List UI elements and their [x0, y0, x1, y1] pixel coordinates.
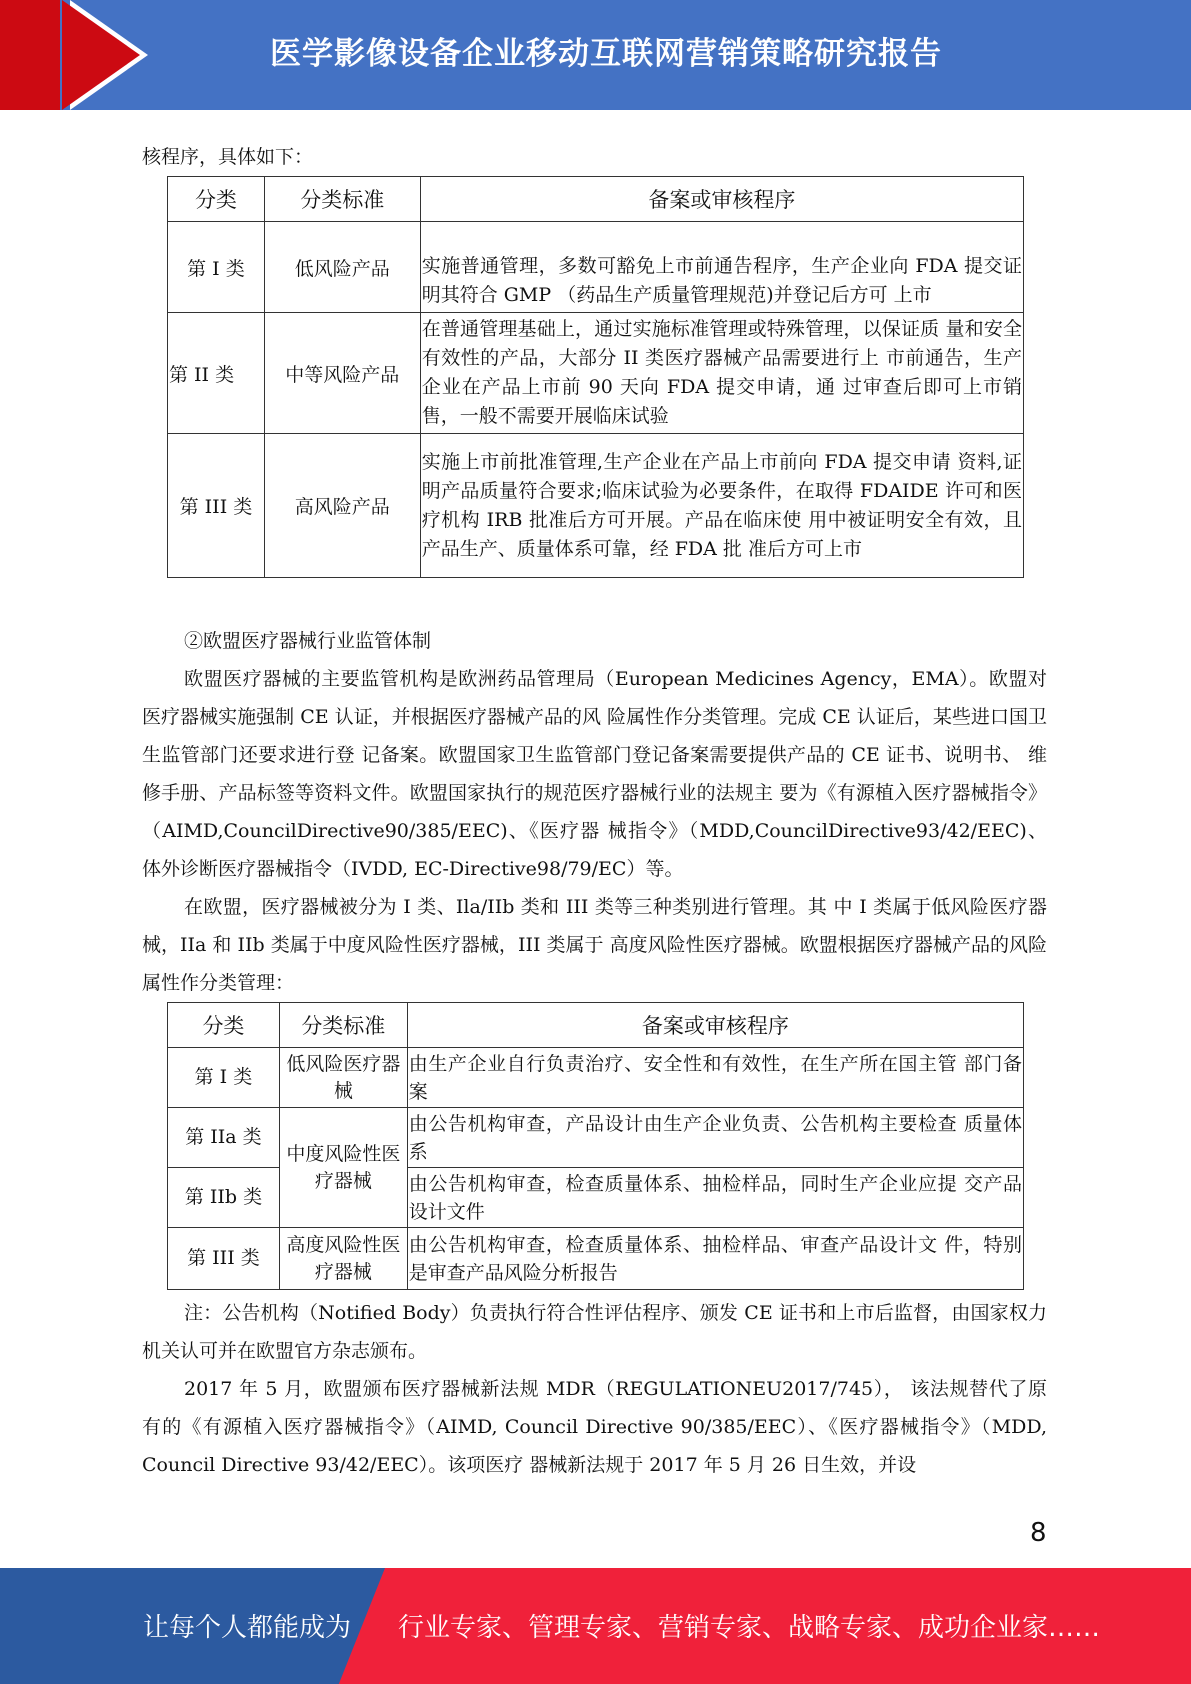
intro-line: 核程序，具体如下：	[142, 146, 314, 168]
report-title: 医学影像设备企业移动互联网营销策略研究报告	[270, 36, 942, 72]
procedure-cell: 由生产企业自行负责治疗、安全性和有效性，在生产所在国主管 部门备案	[407, 1048, 1023, 1108]
standard-cell: 中度风险性医疗器械	[279, 1108, 407, 1228]
paragraph: 在欧盟，医疗器械被分为 I 类、Ila/IIb 类和 III 类等三种类别进行管理。其 中 I 类属于低风险医疗器械，IIa 和 IIb 类属于中度风险性医疗器械，III 类属于 高度风险性医疗器械。欧盟根据医疗器械产品的风险属性作分类管理：	[142, 896, 1047, 994]
procedure-cell: 在普通管理基础上，通过实施标准管理或特殊管理，以保证质 量和安全有效性的产品，大部分 II 类医疗器械产品需要进行上 市前通告，生产企业在产品上市前 90 天向 FDA 提交申请，通 过审查后即可上市销售，一般不需要开展临床试验	[420, 313, 1023, 434]
table-header-cell: 分类	[168, 1003, 280, 1048]
table-header-row	[168, 177, 1024, 222]
page-footer	[0, 1568, 1191, 1684]
table-header-cell: 备案或审核程序	[420, 177, 1023, 222]
us-classification-table	[167, 176, 1024, 578]
procedure-cell: 由公告机构审查，检查质量体系、抽检样品、审查产品设计文 件，特别是审查产品风险分析报告	[407, 1228, 1023, 1290]
category-cell: 第 III 类	[168, 1228, 280, 1290]
table-header-cell: 分类标准	[279, 1003, 407, 1048]
footer-slogan-left: 让每个人都能成为	[143, 1613, 352, 1643]
category-cell: 第 I 类	[168, 1048, 280, 1108]
header-chevron-red	[62, 0, 140, 110]
page-header	[0, 0, 1191, 110]
category-cell: 第 IIb 类	[168, 1168, 280, 1228]
table-row	[168, 1108, 1024, 1168]
category-cell: 第 I 类	[168, 222, 265, 313]
category-cell: 第 II 类	[168, 313, 265, 434]
table-header-cell: 备案或审核程序	[407, 1003, 1023, 1048]
table-row	[168, 1228, 1024, 1290]
footer-slogan-right: 行业专家、管理专家、营销专家、战略专家、成功企业家……	[398, 1613, 1101, 1643]
paragraph: 2017 年 5 月，欧盟颁布医疗器械新法规 MDR（REGULATIONEU2017/745）， 该法规替代了原有的《有源植入医疗器械指令》（AIMD, Council Directive 90/385/EEC）、《医疗器械指令》（MDD, Council Directive 93/42/EEC）。该项医疗 器械新法规于 2017 年 5 月 26 日生效，并设	[142, 1378, 1047, 1476]
section-heading: ②欧盟医疗器械行业监管体制	[184, 630, 432, 652]
standard-cell: 低风险医疗器械	[279, 1048, 407, 1108]
note-paragraph: 注：公告机构（Notified Body）负责执行符合性评估程序、颁发 CE 证书和上市后监督，由国家权力机关认可并在欧盟官方杂志颁布。	[142, 1302, 1047, 1362]
procedure-cell: 由公告机构审查，检查质量体系、抽检样品，同时生产企业应提 交产品设计文件	[407, 1168, 1023, 1228]
paragraph: 欧盟医疗器械的主要监管机构是欧洲药品管理局（European Medicines Agency，EMA）。欧盟对医疗器械实施强制 CE 认证，并根据医疗器械产品的风 险属性作分类管理。完成 CE 认证后，某些进口国卫生监管部门还要求进行登 记备案。欧盟国家卫生监管部门登记备案需要提供产品的 CE 证书、说明书、 维修手册、产品标签等资料文件。欧盟国家执行的规范医疗器械行业的法规主 要为《有源植入医疗器械指令》（AIMD,CouncilDirective90/385/EEC)、《医疗器 械指令》（MDD,CouncilDirective93/42/EEC)、体外诊断医疗器械指令（IVDD, EC-Directive98/79/EC）等。	[142, 668, 1047, 880]
table-row	[168, 1048, 1024, 1108]
table-header-cell: 分类标准	[264, 177, 420, 222]
category-cell: 第 IIa 类	[168, 1108, 280, 1168]
page-number: 8	[1030, 1518, 1047, 1548]
standard-cell: 高度风险性医疗器械	[279, 1228, 407, 1290]
table-row	[168, 313, 1024, 434]
page-content	[142, 138, 1047, 1484]
table-row	[168, 434, 1024, 578]
header-red-block	[0, 0, 60, 110]
category-cell: 第 III 类	[168, 434, 265, 578]
table-header-row	[168, 1003, 1024, 1048]
table-row	[168, 222, 1024, 313]
eu-classification-table	[167, 1002, 1024, 1290]
table-header-cell: 分类	[168, 177, 265, 222]
procedure-cell: 由公告机构审查，产品设计由生产企业负责、公告机构主要检查 质量体系	[407, 1108, 1023, 1168]
procedure-cell: 实施上市前批准管理,生产企业在产品上市前向 FDA 提交申请 资料,证明产品质量符合要求;临床试验为必要条件，在取得 FDAIDE 许可和医疗机构 IRB 批准后方可开展。产品在临床使 用中被证明安全有效，且产品生产、质量体系可靠，经 FDA 批 准后方可上市	[420, 434, 1023, 578]
standard-cell: 高风险产品	[264, 434, 420, 578]
standard-cell: 低风险产品	[264, 222, 420, 313]
standard-cell: 中等风险产品	[264, 313, 420, 434]
procedure-cell: 实施普通管理，多数可豁免上市前通告程序，生产企业向 FDA 提交证明其符合 GMP （药品生产质量管理规范)并登记后方可 上市	[420, 222, 1023, 313]
